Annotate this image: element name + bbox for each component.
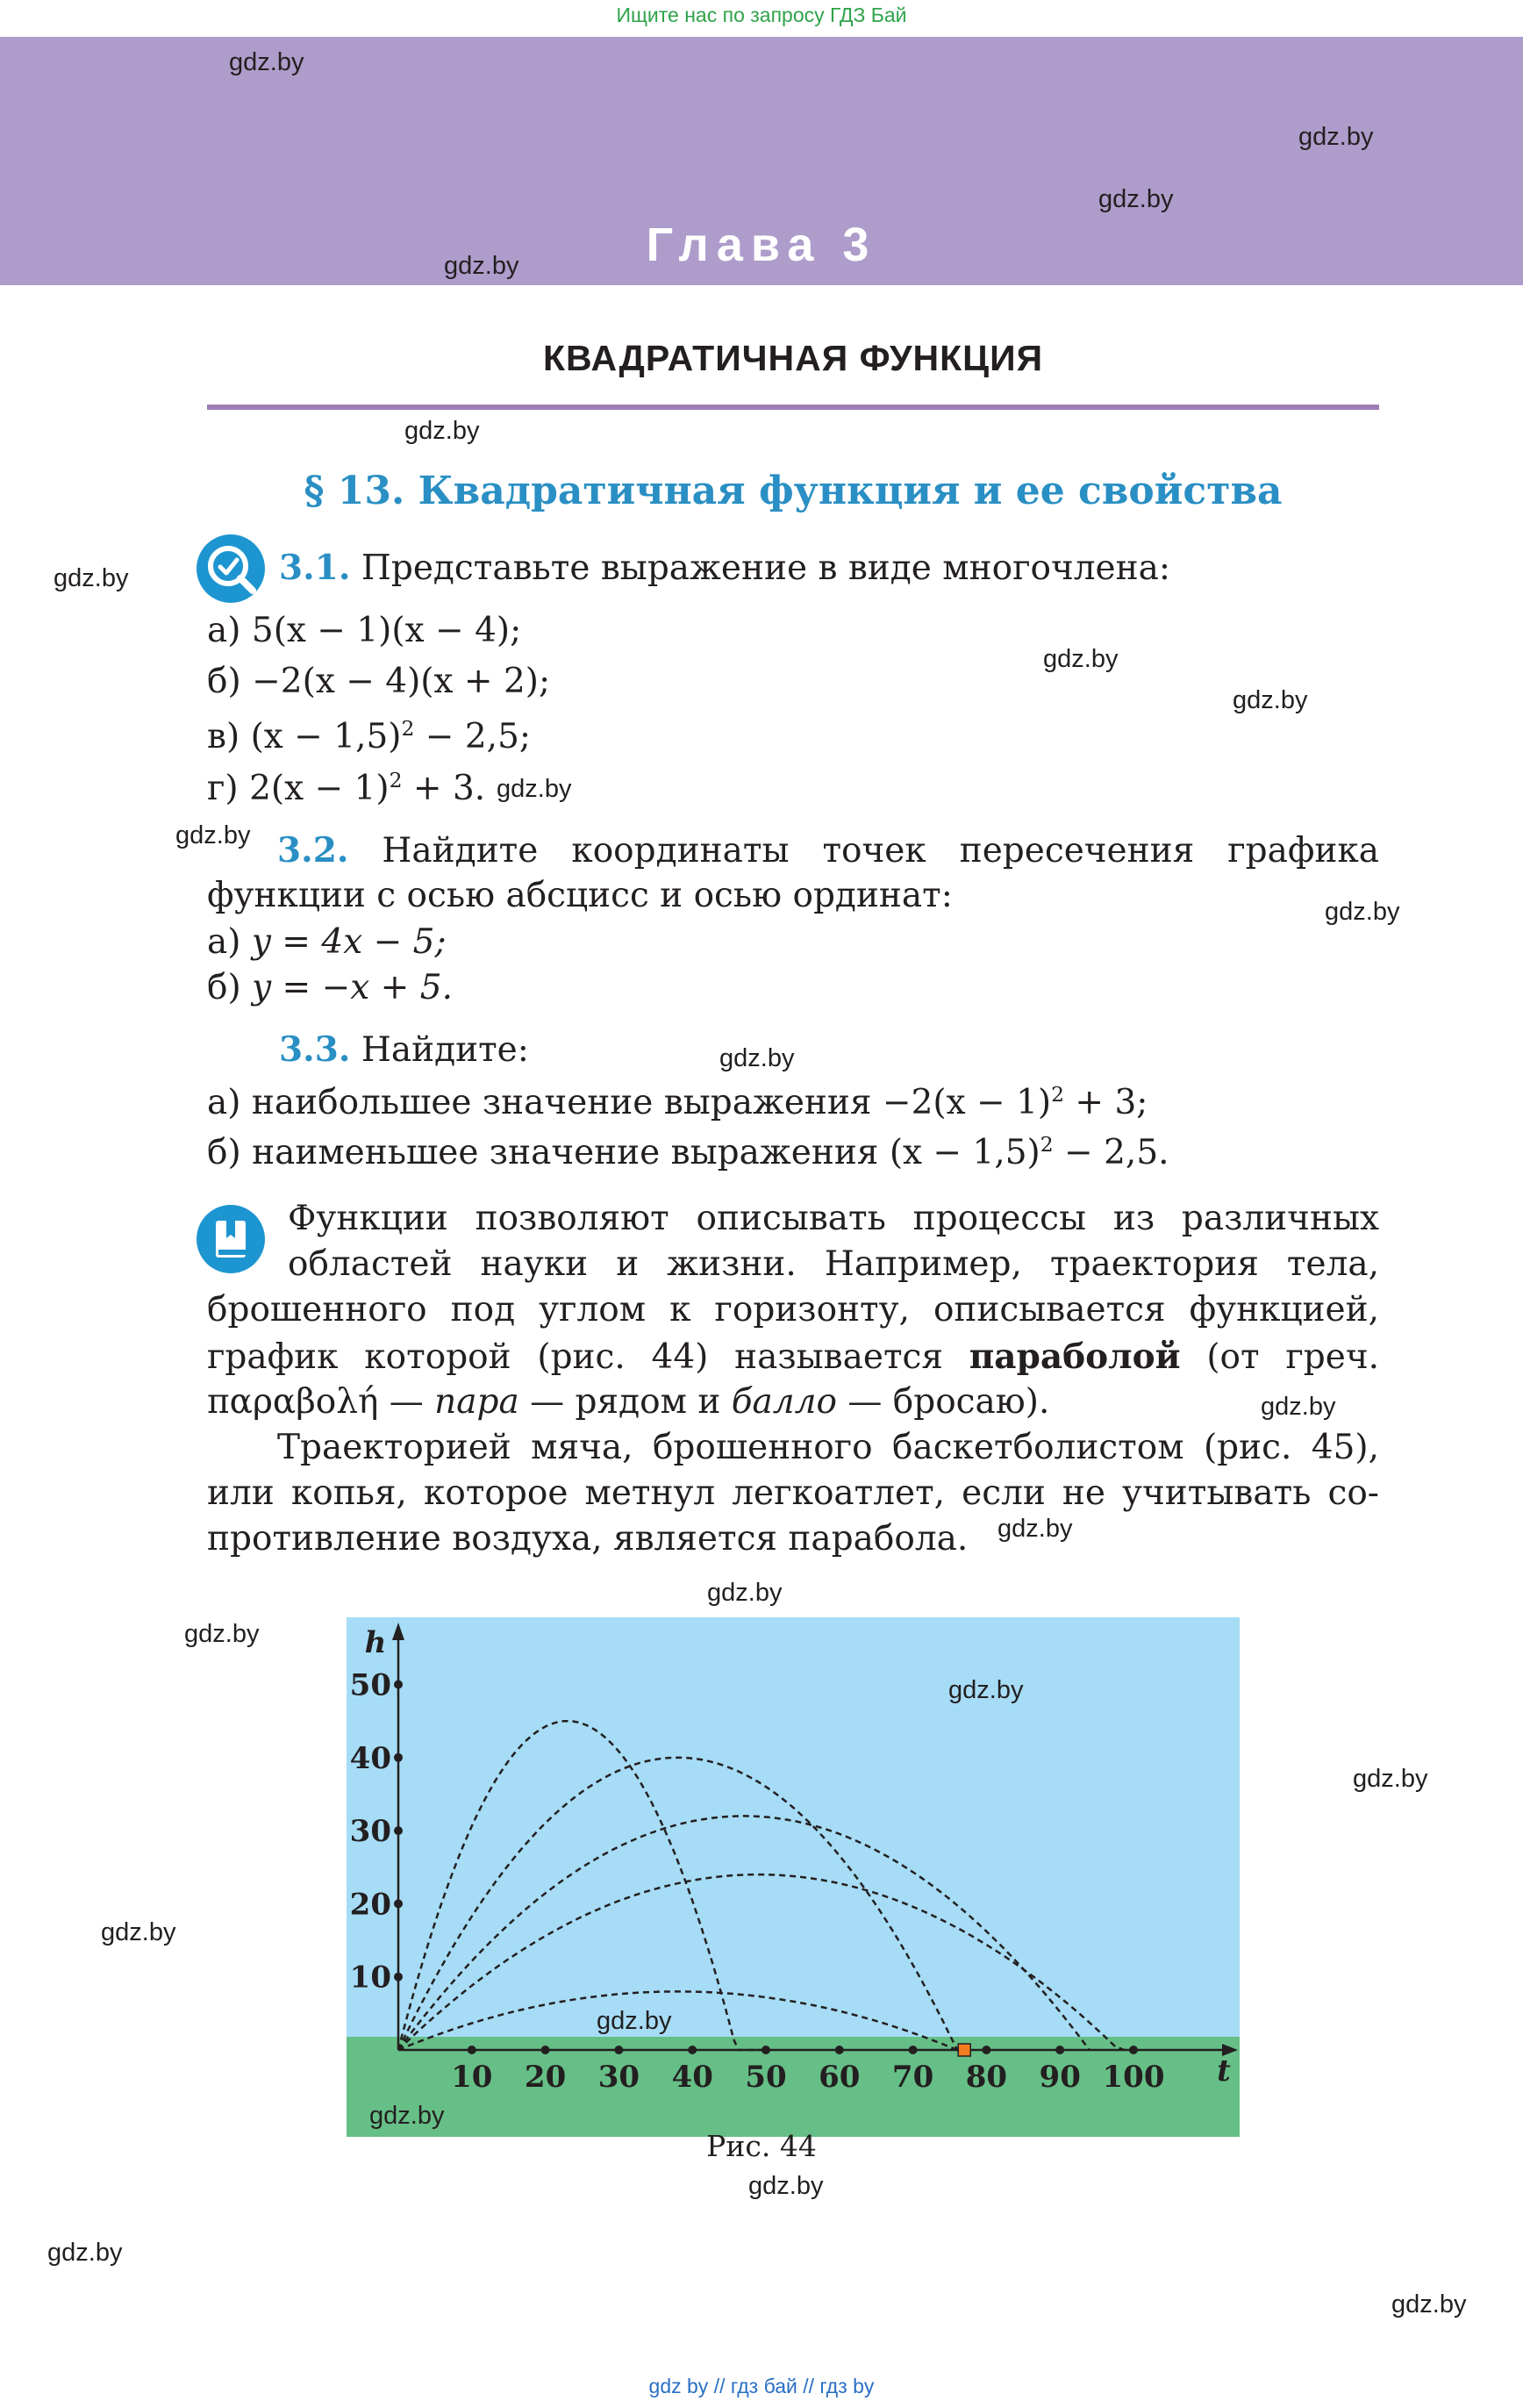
item-expression-tail: − 2,5; (414, 717, 532, 756)
x-tick-label: 60 (819, 2060, 861, 2095)
task-number: 3.2. (277, 830, 349, 871)
x-tick-label: 40 (671, 2060, 713, 2095)
item-label: а) (207, 922, 241, 962)
y-tick-label: 50 (349, 1667, 391, 1703)
x-tick-label: 90 (1039, 2060, 1081, 2095)
watermark: gdz.by (175, 821, 251, 849)
watermark: gdz.by (184, 1620, 260, 1648)
y-tick (394, 1753, 403, 1762)
task-text-line: функции с осью абсцисс и осью ординат: (207, 876, 953, 915)
task-item (207, 768, 485, 808)
theory-line: Функции позволяют описывать процессы из различных (288, 1199, 1379, 1238)
x-tick (909, 2046, 918, 2054)
x-tick-label: 20 (524, 2060, 567, 2095)
x-tick-label: 30 (597, 2060, 640, 2095)
theory-text: (от греч. (1206, 1337, 1380, 1377)
item-label: б) (207, 662, 241, 701)
watermark: gdz.by (707, 1579, 783, 1607)
watermark: gdz.by (1325, 898, 1400, 926)
task-item (207, 968, 453, 1007)
item-label: а) (207, 611, 241, 650)
item-expression-tail: + 3; (1064, 1083, 1148, 1122)
item-exponent: 2 (1051, 1082, 1065, 1107)
x-tick (1055, 2046, 1064, 2054)
x-tick-label: 80 (965, 2060, 1008, 2095)
x-tick-label: 100 (1102, 2060, 1165, 2095)
task-item (207, 922, 447, 962)
watermark: gdz.by (1353, 1765, 1428, 1793)
item-exponent: 2 (401, 716, 415, 741)
x-axis-label: t (1217, 2053, 1231, 2089)
footer-links[interactable]: gdz by // гдз бай // гдз by (648, 2375, 875, 2397)
theory-line (207, 1337, 1379, 1377)
item-text: наибольшее значение выражения (251, 1083, 872, 1122)
item-label: г) (207, 769, 239, 808)
y-tick (394, 1899, 403, 1908)
item-label: а) (207, 1083, 241, 1122)
watermark: gdz.by (748, 2172, 824, 2200)
watermark: gdz.by (54, 564, 129, 592)
watermark: gdz.by (948, 1676, 1024, 1704)
watermark: gdz.by (597, 2007, 672, 2035)
item-expression-base: (x − 1,5) (250, 717, 402, 756)
y-tick (394, 1973, 403, 1982)
x-tick (541, 2046, 550, 2054)
watermark: gdz.by (1043, 645, 1119, 673)
item-label: б) (207, 968, 241, 1007)
watermark: gdz.by (101, 1918, 176, 1946)
theory-line (207, 1382, 1049, 1422)
theory-line: противление воздуха, является парабола. (207, 1519, 969, 1559)
task-item (207, 1082, 1148, 1122)
y-axis-label: h (364, 1625, 387, 1660)
word-ballo: балло (731, 1382, 837, 1422)
section-title: § 13. Квадратичная функция и ее свойства (304, 469, 1283, 513)
item-expression-base: −2(x − 1) (882, 1083, 1052, 1122)
watermark: gdz.by (1391, 2290, 1467, 2318)
task-number: 3.1. (279, 548, 351, 588)
item-expression: y = −x + 5. (252, 968, 453, 1007)
theory-line (207, 1428, 1379, 1467)
watermark: gdz.by (229, 48, 304, 76)
theory-text: — бросаю). (847, 1382, 1050, 1422)
word-para: пара (434, 1382, 519, 1422)
item-expression-tail: − 2,5. (1053, 1133, 1169, 1172)
landing-marker (958, 2044, 970, 2056)
watermark: gdz.by (719, 1044, 795, 1072)
heading-divider (207, 405, 1379, 410)
book-icon (197, 1205, 265, 1273)
watermark: gdz.by (47, 2239, 123, 2267)
x-tick-label: 50 (745, 2060, 787, 2095)
watermark: gdz.by (369, 2102, 445, 2130)
task-text: Найдите координаты точек пересечения графика (382, 831, 1379, 871)
y-tick-label: 30 (349, 1814, 391, 1850)
theory-line: или копья, которое метнул легкоатлет, если не учитывать со- (207, 1473, 1379, 1513)
x-tick-label: 70 (891, 2060, 934, 2095)
item-expression-base: 2(x − 1) (249, 769, 390, 808)
figure-caption: Рис. 44 (706, 2129, 817, 2163)
check-exercise-icon (197, 534, 265, 603)
trajectory-chart (347, 1617, 1240, 2137)
y-tick (394, 1681, 403, 1689)
task-text: Представьте выражение в виде многочлена: (361, 548, 1170, 588)
item-expression-tail: + 3. (402, 769, 486, 808)
x-tick (982, 2046, 990, 2054)
x-tick (468, 2046, 476, 2054)
task-item (207, 611, 521, 650)
task-3-2-prompt (207, 830, 1379, 871)
dash: — (389, 1382, 424, 1422)
task-3-3-prompt (279, 1029, 529, 1070)
chapter-heading: КВАДРАТИЧНАЯ ФУНКЦИЯ (542, 338, 1044, 378)
y-tick (394, 1826, 403, 1835)
watermark: gdz.by (997, 1515, 1073, 1543)
item-label: б) (207, 1133, 241, 1172)
item-expression: −2(x − 4)(x + 2); (252, 662, 551, 701)
chapter-title: Глава 3 (646, 219, 877, 271)
task-text: Найдите: (361, 1030, 529, 1070)
watermark: gdz.by (497, 775, 572, 803)
item-expression: y = 4x − 5; (251, 922, 447, 962)
item-exponent: 2 (389, 768, 403, 792)
task-number: 3.3. (279, 1029, 351, 1070)
watermark: gdz.by (1098, 185, 1174, 213)
theory-line: брошенного под углом к горизонту, описывается функцией, (207, 1290, 1379, 1329)
item-label: в) (207, 717, 240, 756)
y-tick-label: 20 (349, 1887, 391, 1923)
x-tick (688, 2046, 697, 2054)
parabola-term: параболой (969, 1337, 1181, 1377)
top-search-hint[interactable]: Ищите нас по запросу ГДЗ Бай (616, 4, 907, 26)
x-tick (835, 2046, 844, 2054)
theory-text: график которой (рис. 44) называется (207, 1337, 943, 1377)
watermark: gdz.by (1233, 686, 1308, 714)
task-item (207, 1132, 1169, 1172)
item-expression-base: (x − 1,5) (889, 1133, 1040, 1172)
watermark: gdz.by (404, 417, 480, 445)
theory-text: — рядом и (530, 1382, 721, 1422)
task-item (207, 716, 531, 756)
greek-word: παραβολή (207, 1382, 379, 1422)
x-tick-label: 10 (451, 2060, 493, 2095)
watermark: gdz.by (1261, 1393, 1336, 1421)
theory-line: областей науки и жизни. Например, траектория тела, (288, 1244, 1379, 1284)
watermark: gdz.by (444, 252, 519, 280)
task-item (207, 662, 550, 701)
theory-text: Траекторией мяча, брошенного баскетболистом (рис. 45), (277, 1428, 1379, 1467)
item-expression: 5(x − 1)(x − 4); (251, 611, 522, 650)
y-tick-label: 10 (349, 1960, 391, 1996)
y-tick-label: 40 (349, 1740, 391, 1776)
item-exponent: 2 (1040, 1132, 1054, 1157)
watermark: gdz.by (1298, 123, 1374, 151)
task-3-1-prompt (279, 548, 1170, 588)
item-text: наименьшее значение выражения (252, 1133, 879, 1172)
x-tick (614, 2046, 623, 2054)
